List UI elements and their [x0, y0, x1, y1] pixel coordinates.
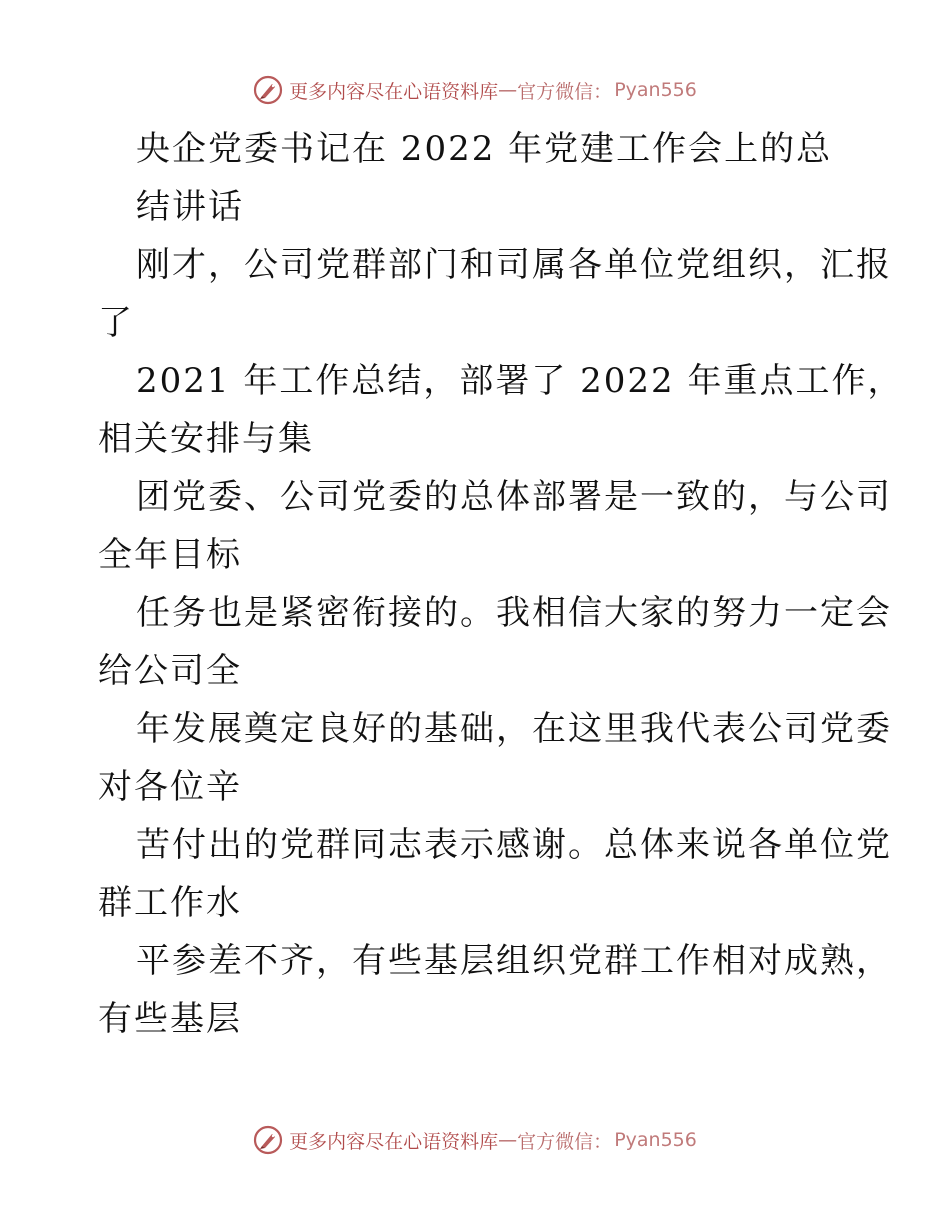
paragraph-line: 平参差不齐，有些基层组织党群工作相对成熟，: [136, 941, 892, 981]
banner-wechat-id: Pyan556: [614, 79, 697, 101]
document-body: [98, 120, 904, 1048]
banner-site-text: 更多内容尽在心语资料库: [289, 1130, 499, 1153]
banner-dash: —: [498, 1129, 518, 1151]
paragraph-line: 任务也是紧密衔接的。我相信大家的努力一定会: [136, 593, 892, 633]
paragraph-line: 有些基层: [98, 999, 242, 1039]
paragraph-line: 给公司全: [98, 651, 242, 691]
paragraph-line: 苦付出的党群同志表示感谢。总体来说各单位党: [136, 825, 892, 865]
banner-wechat-label: 官方微信：: [517, 1130, 613, 1153]
paragraph-line: 年发展奠定良好的基础，在这里我代表公司党委: [136, 709, 892, 749]
footer-watermark-banner: [0, 1120, 950, 1160]
header-watermark-banner: [0, 70, 950, 110]
title-line-1: 央企党委书记在 2022 年党建工作会上的总: [136, 129, 833, 169]
banner-dash: —: [498, 79, 518, 101]
pen-nib-logo-icon: [253, 1125, 283, 1155]
banner-wechat-label: 官方微信：: [517, 80, 613, 103]
paragraph-line: 全年目标: [98, 535, 242, 575]
paragraph-line: 相关安排与集: [98, 419, 314, 459]
paragraph-line: 了: [98, 303, 134, 343]
paragraph-line: 团党委、公司党委的总体部署是一致的，与公司: [136, 477, 892, 517]
banner-site-text: 更多内容尽在心语资料库: [289, 80, 499, 103]
banner-wechat-id: Pyan556: [614, 1129, 697, 1151]
paragraph-line: 对各位辛: [98, 767, 242, 807]
paragraph-line: 2021 年工作总结，部署了 2022 年重点工作，: [136, 361, 904, 401]
paragraph-line: 群工作水: [98, 883, 242, 923]
paragraph-line: 刚才，公司党群部门和司属各单位党组织，汇报: [136, 245, 892, 285]
pen-nib-logo-icon: [253, 75, 283, 105]
title-line-2: 结讲话: [136, 187, 244, 227]
